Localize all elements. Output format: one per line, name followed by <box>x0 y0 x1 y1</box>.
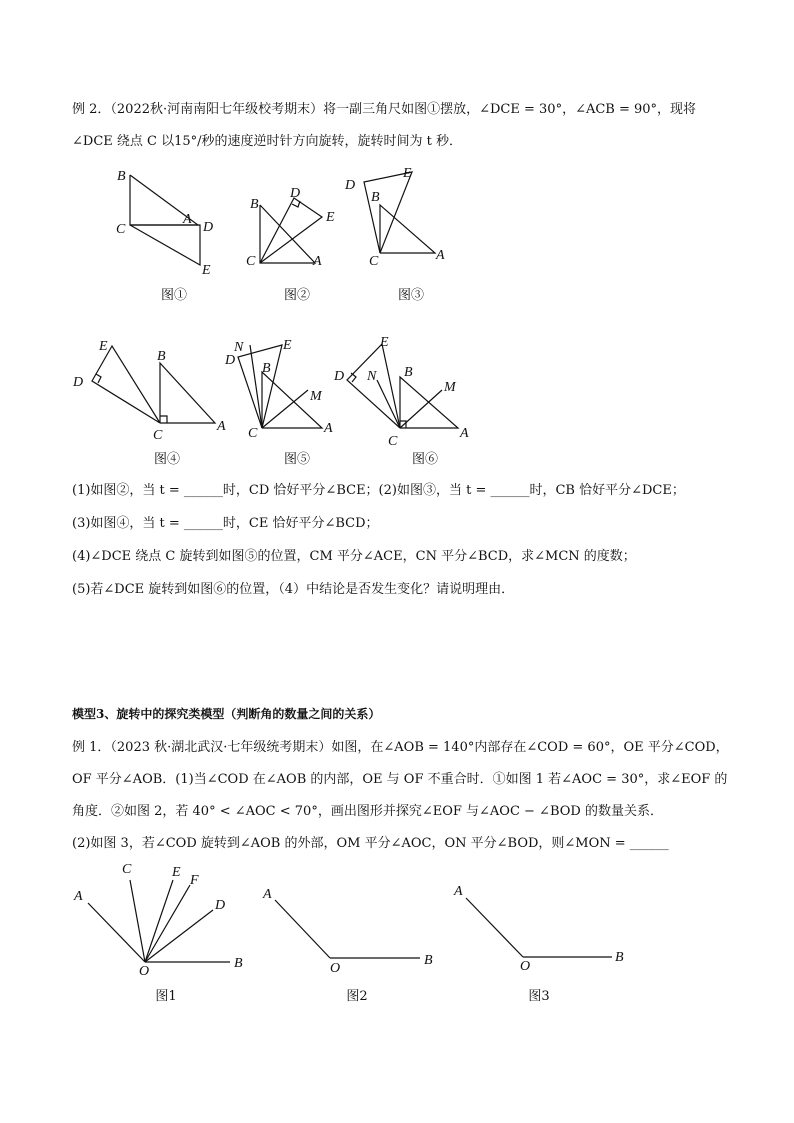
label-O: O <box>330 961 341 976</box>
label-A: A <box>183 212 192 227</box>
model3-line2: OF 平分∠AOB．(1)当∠COD 在∠AOB 的内部，OE 与 OF 不重合时．①如图 1 若∠AOC = 30°，求∠EOF 的 <box>72 772 728 787</box>
caption-angle-fig1: 图1 <box>155 989 177 1004</box>
label-E: E <box>99 339 108 354</box>
label-A: A <box>324 421 333 436</box>
label-E: E <box>283 338 292 353</box>
label-C: C <box>388 434 398 449</box>
example2-line2: ∠DCE 绕点 C 以15°/秒的速度逆时针方向旋转，旋转时间为 t 秒． <box>72 134 463 149</box>
label-A: A <box>454 884 463 899</box>
label-D: D <box>73 375 84 390</box>
ray-oa <box>466 898 523 957</box>
caption-fig3: 图③ <box>397 288 425 303</box>
label-D: D <box>345 178 356 193</box>
example2-line1: 例 2．（2022秋·河南南阳七年级校考期末）将一副三角尺如图①摆放，∠DCE = 30°，∠ACB = 90°，现将 <box>72 102 697 117</box>
label-B: B <box>404 365 413 380</box>
label-A: A <box>460 426 469 441</box>
label-O: O <box>139 964 150 979</box>
label-E: E <box>403 166 412 181</box>
label-D: D <box>290 186 301 201</box>
label-A: A <box>436 248 445 263</box>
question-1-2: (1)如图②，当 t = ______时，CD 恰好平分∠BCE；(2)如图③，当 t = ______时，CB 恰好平分∠DCE； <box>72 483 685 498</box>
caption-fig2: 图② <box>283 288 311 303</box>
model3-line1: 例 1．（2023 秋·湖北武汉·七年级统考期末）如图，在∠AOB = 140°内部存在∠COD = 60°，OE 平分∠COD， <box>72 740 729 755</box>
label-C: C <box>246 254 256 269</box>
angle-figure-3 <box>453 884 624 974</box>
label-C: C <box>369 254 379 269</box>
caption-fig4: 图④ <box>153 452 181 467</box>
label-A: A <box>217 419 226 434</box>
caption-angle-fig2: 图2 <box>346 989 368 1004</box>
label-A: A <box>313 254 322 269</box>
label-B: B <box>262 361 271 376</box>
label-M: M <box>310 389 322 404</box>
label-E: E <box>202 263 211 278</box>
label-B: B <box>615 950 624 965</box>
label-O: O <box>520 959 531 974</box>
label-D: D <box>225 353 236 368</box>
label-C: C <box>248 426 258 441</box>
label-B: B <box>371 190 380 205</box>
label-B: B <box>157 349 166 364</box>
label-A: A <box>263 887 272 902</box>
label-B: B <box>117 169 126 184</box>
model3-line4: (2)如图 3，若∠COD 旋转到∠AOB 的外部，OM 平分∠AOC，ON 平分∠BOD，则∠MON = ______ <box>72 836 669 851</box>
ray-od <box>145 910 213 962</box>
label-C: C <box>153 428 163 443</box>
label-A: A <box>74 889 83 904</box>
label-N: N <box>367 369 377 384</box>
label-N: N <box>234 340 244 355</box>
label-E: E <box>380 335 389 350</box>
caption-angle-fig3: 图3 <box>528 989 550 1004</box>
model3-line3: 角度．②如图 2，若 40° < ∠AOC < 70°，画出图形并探究∠EOF 与∠AOC − ∠BOD 的数量关系． <box>72 804 663 819</box>
label-B: B <box>424 953 433 968</box>
label-E: E <box>172 865 181 880</box>
caption-fig5: 图⑤ <box>283 452 311 467</box>
label-B: B <box>234 956 243 971</box>
question-3: (3)如图④，当 t = ______时，CE 恰好平分∠BCD； <box>72 516 379 531</box>
model3-title: 模型3、旋转中的探究类模型（判断角的数量之间的关系） <box>72 707 381 721</box>
label-F: F <box>190 873 199 888</box>
label-E: E <box>326 210 335 225</box>
question-4: (4)∠DCE 绕点 C 旋转到如图⑤的位置，CM 平分∠ACE，CN 平分∠BCD，求∠MCN 的度数； <box>72 549 636 564</box>
ray-oa <box>275 900 330 958</box>
label-C: C <box>116 222 126 237</box>
ray-oc <box>130 880 145 962</box>
label-C: C <box>122 862 132 877</box>
question-5: (5)若∠DCE 旋转到如图⑥的位置，（4）中结论是否发生变化？请说明理由． <box>72 582 515 597</box>
ray-oa <box>88 903 145 962</box>
angle-figure-2 <box>262 887 433 976</box>
angle-figure-1 <box>73 862 243 979</box>
label-D: D <box>215 898 226 913</box>
label-M: M <box>444 380 456 395</box>
label-B: B <box>250 197 259 212</box>
caption-fig6: 图⑥ <box>411 452 439 467</box>
label-D: D <box>334 369 345 384</box>
label-D: D <box>203 220 214 235</box>
caption-fig1: 图① <box>160 288 188 303</box>
